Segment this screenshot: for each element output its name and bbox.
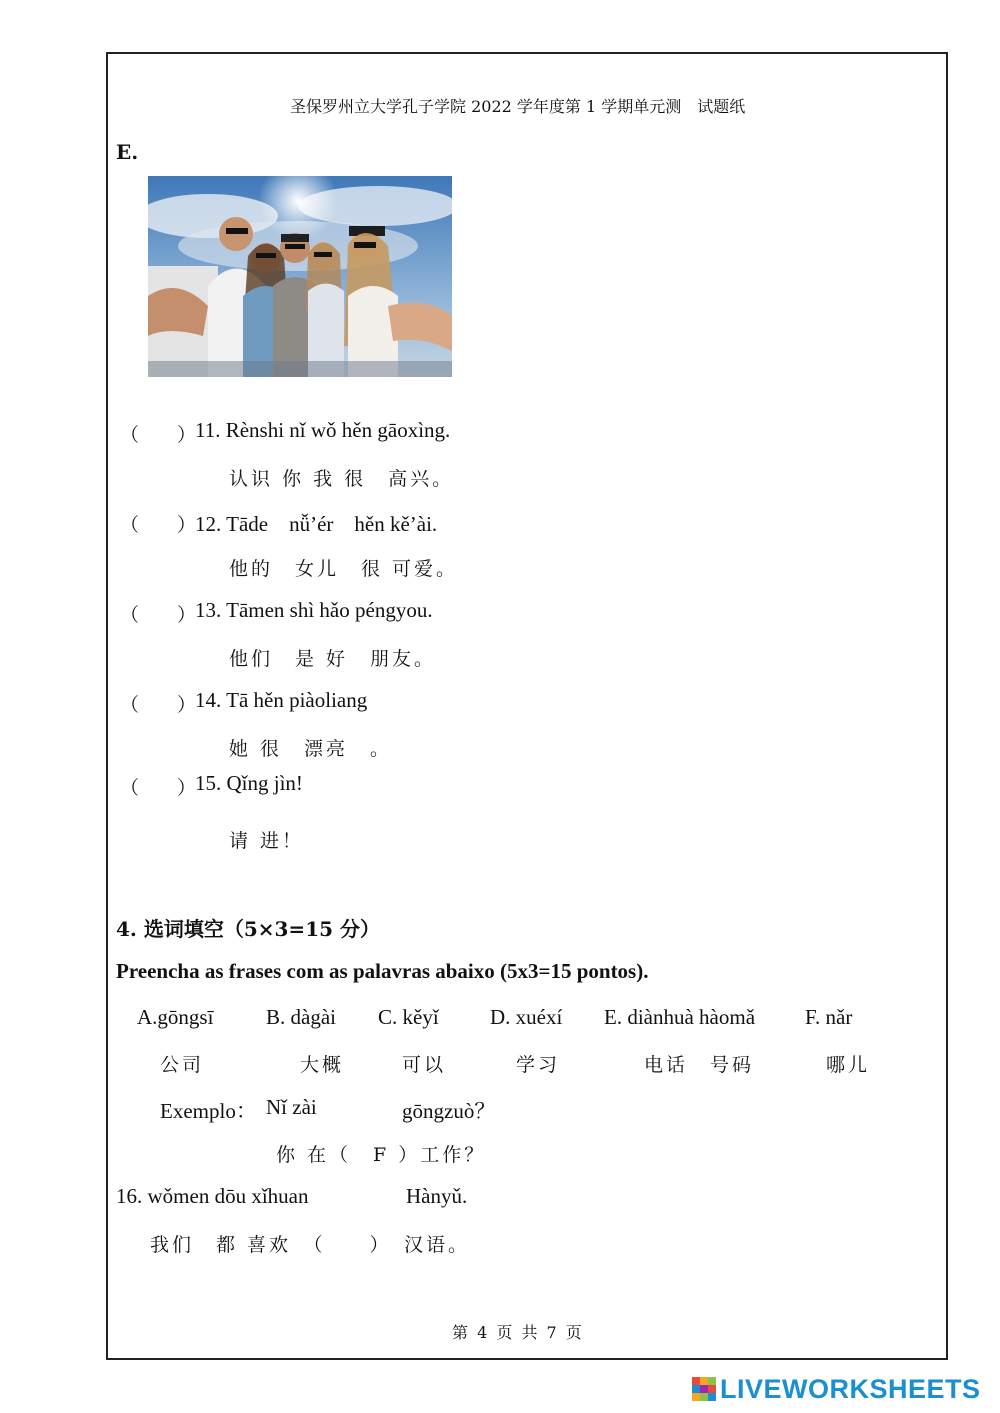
option-hanzi: 电话 号码 [644,1054,755,1076]
liveworksheets-logo [692,1374,981,1404]
option-hanzi: 学习 [516,1054,561,1076]
answer-blank[interactable]: （ ） [120,694,197,716]
question-hanzi: 他的 女儿 很 可爱。 [229,558,459,580]
question-hanzi: 请 进！ [229,830,305,852]
section4-title: 4. 选词填空（5×3=15 分） [116,917,380,941]
option-hanzi: 公司 [160,1054,205,1076]
friends-photo [148,176,452,377]
brand-name: LIVEWORKSHEETS [720,1373,981,1404]
question-pinyin: 13. Tāmen shì hǎo péngyou. [195,598,433,622]
option-pinyin: A.gōngsī [137,1005,214,1029]
answer-blank[interactable]: （ ） [120,514,197,536]
q16-hanzi-blank[interactable]: 我们 都 喜欢 （ ） 汉语。 [150,1234,471,1256]
brand-grid-icon [692,1377,716,1401]
question-hanzi: 他们 是 好 朋友。 [229,648,437,670]
answer-blank[interactable]: （ ） [120,777,197,799]
example-hanzi: 你 在（ F ）工作？ [276,1144,487,1166]
q16-pinyin-start: 16. wǒmen dōu xǐhuan [116,1184,309,1208]
page-number: 第 4 页 共 7 页 [452,1323,584,1342]
option-hanzi: 哪儿 [826,1054,871,1076]
question-pinyin: 12. Tāde nǚ’ér hěn kě’ài. [195,512,438,536]
example-pinyin-end: gōngzuò？ [402,1099,496,1123]
option-pinyin: C. kěyǐ [378,1005,439,1029]
q16-pinyin-end: Hànyǔ. [406,1184,468,1208]
section-e-label: E. [116,140,139,164]
option-hanzi: 大概 [300,1054,345,1076]
question-pinyin: 15. Qǐng jìn! [195,771,303,795]
question-pinyin: 11. Rènshi nǐ wǒ hěn gāoxìng. [195,418,451,442]
question-hanzi: 认识 你 我 很 高兴。 [229,468,455,490]
option-pinyin: B. dàgài [266,1005,336,1029]
question-hanzi: 她 很 漂亮 。 [229,738,393,760]
option-pinyin: E. diànhuà hàomǎ [604,1005,756,1029]
option-pinyin: F. nǎr [805,1005,853,1029]
answer-blank[interactable]: （ ） [120,424,197,446]
example-pinyin-start: Nǐ zài [266,1095,317,1119]
page-header: 圣保罗州立大学孔子学院 2022 学年度第 1 学期单元测 试题纸 [290,97,746,116]
section4-subtitle: Preencha as frases com as palavras abaixo (5x3=15 pontos). [116,959,649,983]
option-pinyin: D. xuéxí [490,1005,563,1029]
question-pinyin: 14. Tā hěn piàoliang [195,688,368,712]
example-label: Exemplo： [160,1099,257,1123]
option-hanzi: 可以 [402,1054,447,1076]
answer-blank[interactable]: （ ） [120,604,197,626]
